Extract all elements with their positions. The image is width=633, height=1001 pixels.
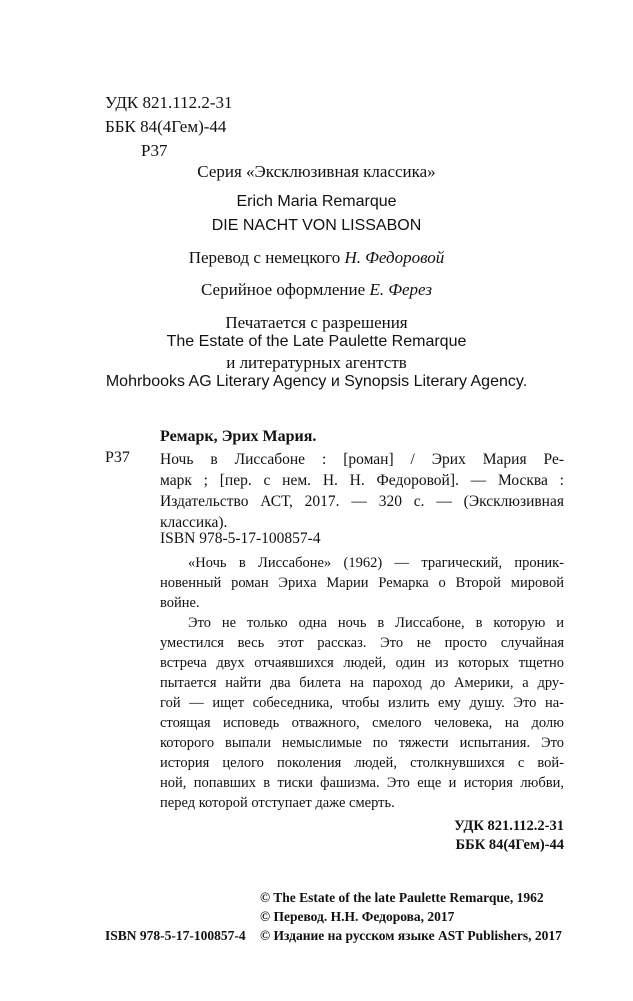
catalog-description bbox=[160, 449, 564, 533]
annotation-line: которого выпали немыслимые по тяжести испытания. Это bbox=[160, 735, 564, 751]
annotation-line: уместился весь этот рассказ. Это не просто случайная bbox=[160, 635, 564, 651]
annotation-line: гой — ищет собеседника, чтобы излить ему душу. Это на- bbox=[160, 695, 564, 711]
copyright-line-2: © Перевод. Н.Н. Федорова, 2017 bbox=[260, 909, 455, 924]
catalog-author-mark: Р37 bbox=[105, 449, 130, 466]
annotation-line: Это не только одна ночь в Лиссабоне, в которую и bbox=[188, 615, 564, 631]
designer-name: Е. Ферез bbox=[369, 280, 432, 299]
copyright-line-1: © The Estate of the late Paulette Remarque, 1962 bbox=[260, 890, 544, 905]
translation-credit bbox=[0, 248, 633, 268]
bottom-udk-code: УДК 821.112.2-31 bbox=[454, 818, 564, 834]
catalog-line: классика). bbox=[160, 514, 228, 531]
annotation-line: история целого поколения людей, столкнувшихся с вой- bbox=[160, 755, 564, 771]
catalog-isbn: ISBN 978-5-17-100857-4 bbox=[160, 530, 321, 547]
annotation-line: новенный роман Эриха Марии Ремарка о Второй мировой bbox=[160, 575, 564, 591]
translator-name: Н. Федоровой bbox=[344, 248, 445, 267]
catalog-heading: Ремарк, Эрих Мария. bbox=[160, 428, 317, 445]
annotation-line: ной, попавших в тиски фашизма. Это еще и история любви, bbox=[160, 775, 564, 791]
author-mark: Р37 bbox=[141, 141, 168, 160]
annotation-line: пытается найти два билета на пароход до Америки, а дру- bbox=[160, 675, 564, 691]
permission-line-3: и литературных агентств bbox=[226, 353, 407, 372]
catalog-line: марк ; [пер. с нем. Н. Н. Федоровой]. — Москва : bbox=[160, 472, 564, 489]
catalog-line: Ночь в Лиссабоне : [роман] / Эрих Мария Ре- bbox=[160, 451, 564, 468]
annotation-paragraph-2 bbox=[160, 613, 564, 813]
bottom-bbk-code: ББК 84(4Гем)-44 bbox=[455, 837, 564, 853]
permission-line-4: Mohrbooks AG Literary Agency и Synopsis Literary Agency. bbox=[105, 373, 528, 390]
permission-line-2: The Estate of the Late Paulette Remarque bbox=[166, 333, 467, 350]
original-author: Erich Maria Remarque bbox=[236, 193, 397, 210]
design-credit bbox=[0, 280, 633, 300]
annotation-line: перед которой отступает даже смерть. bbox=[160, 795, 395, 811]
series-title: Серия «Эксклюзивная классика» bbox=[197, 162, 436, 181]
annotation-line: «Ночь в Лиссабоне» (1962) — трагический, проник- bbox=[188, 555, 564, 571]
annotation-paragraph-1 bbox=[160, 553, 564, 613]
footer-isbn: ISBN 978-5-17-100857-4 bbox=[105, 928, 246, 943]
annotation-line: стоящая исповедь отважного, смелого человека, на долю bbox=[160, 715, 564, 731]
copyright-line-3: © Издание на русском языке AST Publishers, 2017 bbox=[260, 928, 562, 943]
bbk-code: ББК 84(4Гем)-44 bbox=[105, 117, 227, 136]
annotation-line: встреча двух отчаявшихся людей, один из которых тщетно bbox=[160, 655, 564, 671]
udk-code: УДК 821.112.2-31 bbox=[105, 93, 233, 112]
design-prefix: Серийное оформление bbox=[201, 280, 370, 299]
translation-prefix: Перевод с немецкого bbox=[188, 248, 345, 267]
annotation-line: войне. bbox=[160, 595, 200, 611]
original-title: DIE NACHT VON LISSABON bbox=[211, 217, 422, 234]
permission-line-1: Печатается с разрешения bbox=[225, 313, 408, 332]
catalog-line: Издательство АСТ, 2017. — 320 с. — (Эксклюзивная bbox=[160, 493, 564, 510]
